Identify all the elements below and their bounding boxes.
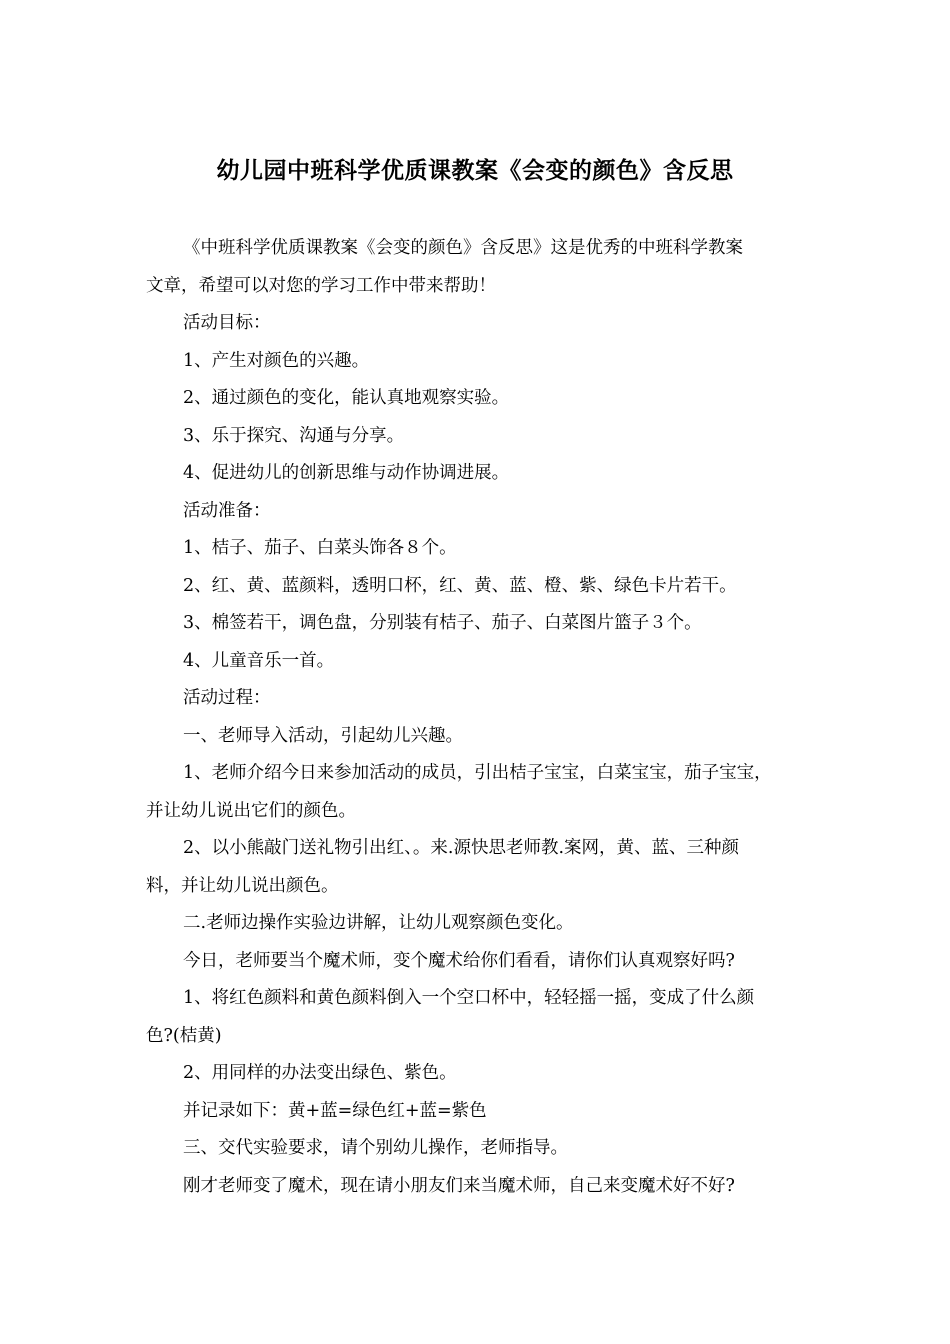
section-heading-goals: 活动目标： bbox=[183, 313, 271, 333]
process-step-1: 一、老师导入活动，引起幼儿兴趣。 bbox=[183, 725, 463, 746]
intro-line-1: 《中班科学优质课教案《会变的颜色》含反思》这是优秀的中班科学教案 bbox=[183, 238, 743, 258]
goal-item-1: 1、产生对颜色的兴趣。 bbox=[183, 350, 370, 371]
goal-item-3: 3、乐于探究、沟通与分享。 bbox=[183, 425, 405, 446]
prep-item-4: 4、儿童音乐一首。 bbox=[183, 650, 335, 671]
section-heading-preparation: 活动准备： bbox=[183, 500, 271, 521]
goal-item-4: 4、促进幼儿的创新思维与动作协调进展。 bbox=[183, 463, 510, 483]
process-step-2-intro: 今日，老师要当个魔术师，变个魔术给你们看看，请你们认真观察好吗? bbox=[183, 950, 735, 971]
process-item-1-line-2: 并让幼儿说出它们的颜色。 bbox=[146, 800, 356, 821]
document-title: 幼儿园中班科学优质课教案《会变的颜色》含反思 bbox=[216, 158, 734, 184]
process-item-2-line-2: 料，并让幼儿说出颜色。 bbox=[146, 875, 339, 896]
experiment-item-2: 2、用同样的办法变出绿色、紫色。 bbox=[183, 1063, 457, 1083]
intro-line-2: 文章，希望可以对您的学习工作中带来帮助！ bbox=[146, 275, 496, 296]
experiment-item-1-line-2: 色?(桔黄) bbox=[146, 1025, 222, 1046]
process-item-1-line-1: 1、老师介绍今日来参加活动的成员，引出桔子宝宝，白菜宝宝，茄子宝宝， bbox=[183, 763, 772, 783]
document-body bbox=[146, 230, 806, 1205]
section-heading-process: 活动过程： bbox=[183, 688, 271, 708]
prep-item-3: 3、棉签若干，调色盘，分别装有桔子、茄子、白菜图片篮子３个。 bbox=[183, 613, 702, 633]
goal-item-2: 2、通过颜色的变化，能认真地观察实验。 bbox=[183, 388, 510, 408]
prep-item-1: 1、桔子、茄子、白菜头饰各８个。 bbox=[183, 538, 457, 558]
prep-item-2: 2、红、黄、蓝颜料，透明口杯，红、黄、蓝、橙、紫、绿色卡片若干。 bbox=[183, 575, 737, 596]
process-step-3: 三、交代实验要求，请个别幼儿操作，老师指导。 bbox=[183, 1138, 568, 1158]
process-step-2: 二.老师边操作实验边讲解，让幼儿观察颜色变化。 bbox=[183, 913, 574, 933]
experiment-item-1-line-1: 1、将红色颜料和黄色颜料倒入一个空口杯中，轻轻摇一摇，变成了什么颜 bbox=[183, 988, 755, 1008]
experiment-record: 并记录如下：黄+蓝=绿色红+蓝=紫色 bbox=[183, 1100, 487, 1121]
process-step-3-intro: 刚才老师变了魔术，现在请小朋友们来当魔术师，自己来变魔术好不好? bbox=[183, 1175, 735, 1196]
process-item-2-line-1: 2、以小熊敲门送礼物引出红、。来.源快思老师教.案网，黄、蓝、三种颜 bbox=[183, 838, 740, 858]
